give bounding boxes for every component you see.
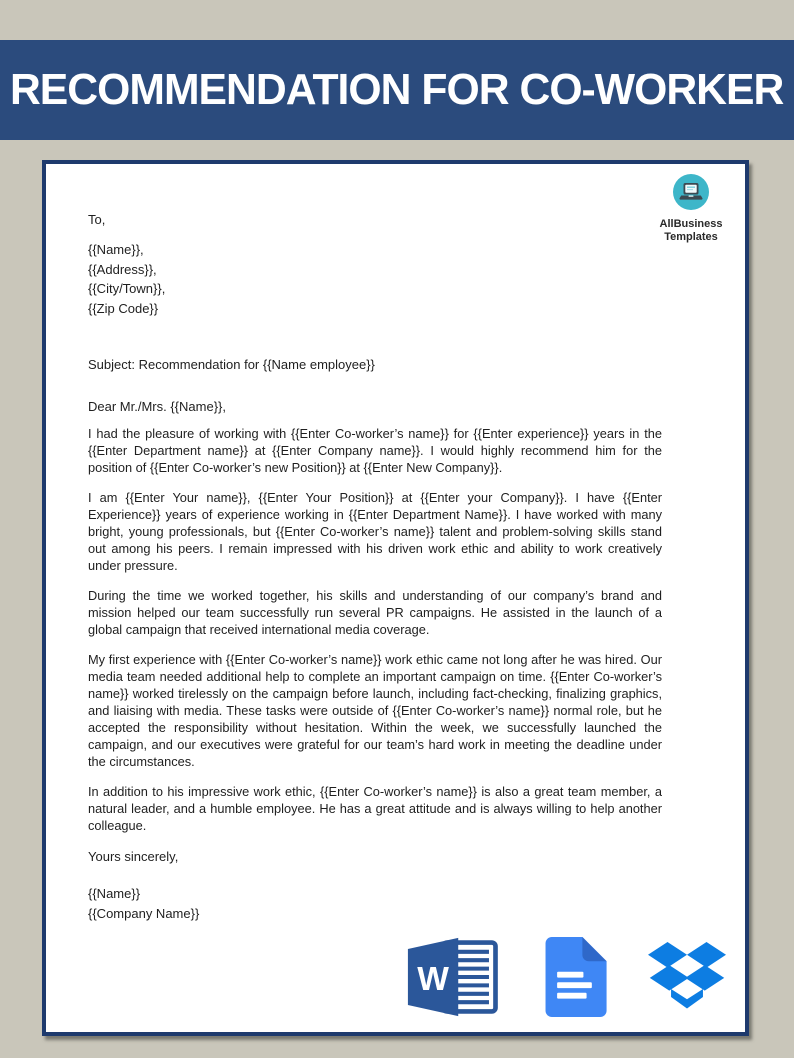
letter-page [42, 160, 749, 1036]
paragraph: In addition to his impressive work ethic, {{Enter Co-worker’s name}} is also a great team member, a natural leader, and a humble employee. He has a great attitude and is always willing to help another colleague. [88, 784, 662, 833]
logo-text-line2: Templates [664, 230, 718, 243]
address-line: {{Name}}, [88, 242, 144, 257]
word-letter: W [417, 961, 449, 999]
greeting-line: Dear Mr./Mrs. {{Name}}, [88, 399, 226, 414]
logo-text-line1: AllBusiness [659, 218, 723, 230]
paragraph: I had the pleasure of working with {{Enter Co-worker’s name}} for {{Enter experience}} years in the {{Enter Department name}} at {{Enter Company name}}. I would highly recommend him for the position of {{Enter Co-worker’s new Position}} at {{Enter New Company}}. [88, 426, 662, 475]
address-line: {{Zip Code}} [88, 300, 159, 316]
page-title: RECOMMENDATION FOR CO-WORKER [10, 65, 784, 114]
closing-line: Yours sincerely, [88, 849, 179, 864]
recipient-label: To, [88, 212, 106, 227]
laptop-icon [673, 174, 709, 210]
address-line: {{Address}}, [88, 261, 157, 277]
address-line: {{City/Town}}, [88, 281, 166, 296]
format-icons [407, 936, 726, 1018]
google-docs-icon[interactable] [542, 937, 608, 1017]
signature-name: {{Name}} [88, 886, 141, 901]
paragraph: I am {{Enter Your name}}, {{Enter Your Position}} at {{Enter your Company}}. I have {{Enter Experience}} years of experience working in {{Enter Department Name}}. I have worked with many bright, young professionals, but {{Enter Co-worker’s name}} talent and problem-solving skills stand out among his peers. I remain impressed with his driven work ethic and ability to work creatively under pressure. [88, 490, 662, 573]
subject-line: Subject: Recommendation for {{Name employee}} [88, 357, 375, 372]
allbusiness-templates-logo[interactable] [655, 174, 727, 243]
microsoft-word-icon[interactable] [407, 936, 502, 1018]
letter-body [88, 210, 662, 923]
header-banner [0, 40, 794, 140]
dropbox-icon[interactable] [648, 942, 726, 1013]
recipient-address-block [88, 240, 662, 318]
signature-block [88, 884, 662, 923]
paragraph: My first experience with {{Enter Co-worker’s name}} work ethic came not long after he was hired. Our media team needed additional help to complete an important campaign on time. {{Enter Co-worker’s name}} worked tirelessly on the campaign before launch, including fact-checking, finalizing graphics, and liaising with media. These tasks were outside of {{Enter Co-worker’s name}} normal role, but he accepted the responsibility without hesitation. Within the week, we successfully launched the campaign, and our executives were grateful for our team’s hard work in meeting the deadline under the circumstances. [88, 652, 662, 769]
signature-company: {{Company Name}} [88, 905, 200, 921]
paragraph: During the time we worked together, his skills and understanding of our company’s brand and mission helped our team successfully run several PR campaigns. He assisted in the launch of a global campaign that received international media coverage. [88, 588, 662, 637]
